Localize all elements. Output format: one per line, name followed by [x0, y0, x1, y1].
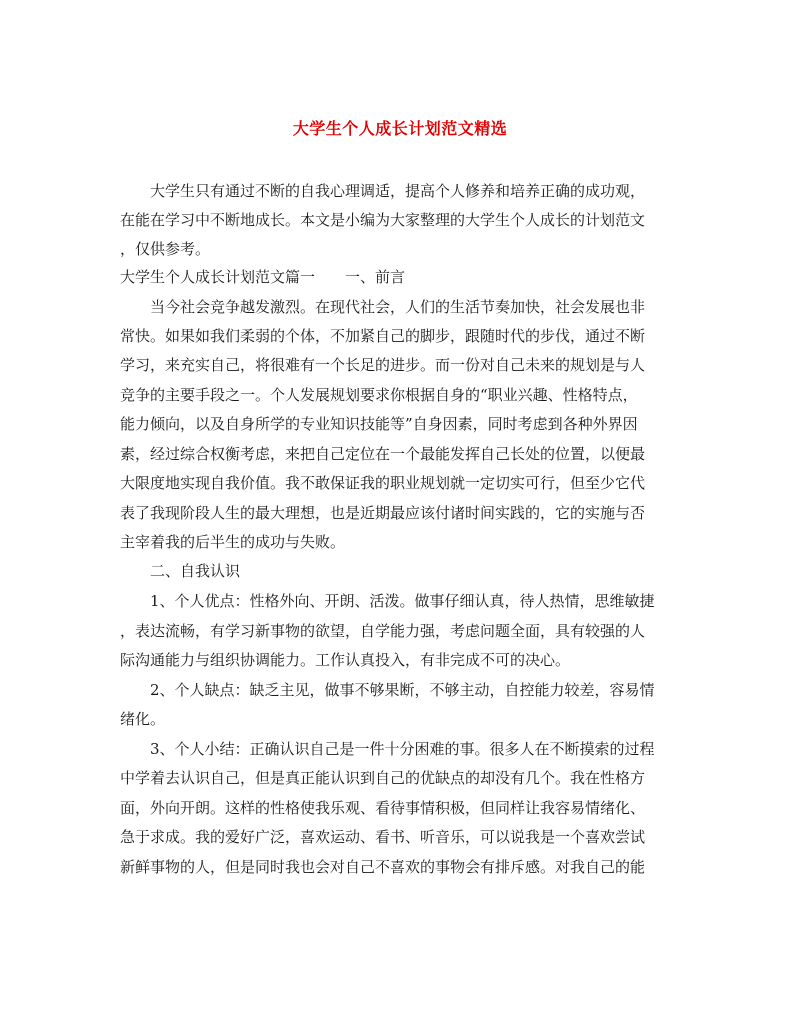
document-title: 大学生个人成长计划范文精选 [292, 119, 508, 138]
body-line: 在能在学习中不断地成长。本文是小编为大家整理的大学生个人成长的计划范文 [120, 211, 646, 229]
body-line: 竞争的主要手段之一。个人发展规划要求你根据自身的“职业兴趣、性格特点， [120, 386, 638, 404]
body-line: 大学生只有通过不断的自我心理调适，提高个人修养和培养正确的成功观， [150, 182, 646, 200]
body-line: ，表达流畅，有学习新事物的欲望，自学能力强，考虑问题全面，具有较强的人 [120, 622, 646, 640]
body-line: 绪化。 [120, 710, 166, 728]
body-line: 际沟通能力与组织协调能力。工作认真投入，有非完成不可的决心。 [120, 651, 571, 669]
body-line: 1、个人优点：性格外向、开朗、活泼。做事仔细认真，待人热情，思维敏捷 [150, 592, 655, 610]
body-line: 常快。如果如我们柔弱的个体，不加紧自己的脚步，跟随时代的步伐，通过不断 [120, 327, 646, 345]
body-line: 当今社会竞争越发激烈。在现代社会，人们的生活节奏加快，社会发展也非 [150, 298, 646, 316]
body-line: 中学着去认识自己，但是真正能认识到自己的优缺点的却没有几个。我在性格方 [120, 769, 646, 787]
body-line: 大学生个人成长计划范文篇一 一、前言 [120, 268, 406, 286]
body-line: 素，经过综合权衡考虑，来把自己定位在一个最能发挥自己长处的位置，以便最 [120, 445, 646, 463]
body-line: 能力倾向，以及自身所学的专业知识技能等”自身因素，同时考虑到各种外界因 [120, 415, 638, 433]
body-line: 2、个人缺点：缺乏主见，做事不够果断，不够主动，自控能力较差，容易情 [150, 681, 655, 699]
body-line: 大限度地实现自我价值。我不敢保证我的职业规划就一定切实可行，但至少它代 [120, 474, 646, 492]
body-line: 急于求成。我的爱好广泛，喜欢运动、看书、听音乐，可以说我是一个喜欢尝试 [120, 828, 646, 846]
body-line: 面，外向开朗。这样的性格使我乐观、看待事情积极，但同样让我容易情绪化、 [120, 799, 646, 817]
body-line: 主宰着我的后半生的成功与失败。 [120, 533, 346, 551]
body-line: 表了我现阶段人生的最大理想，也是近期最应该付诸时间实践的，它的实施与否 [120, 504, 646, 522]
body-line: 二、自我认识 [150, 562, 241, 580]
body-line: 3、个人小结：正确认识自己是一件十分困难的事。很多人在不断摸索的过程 [150, 740, 655, 758]
body-line: 新鲜事物的人，但是同时我也会对自己不喜欢的事物会有排斥感。对我自己的能 [120, 858, 646, 876]
body-line: ，仅供参考。 [120, 240, 211, 258]
body-line: 学习，来充实自己，将很难有一个长足的进步。而一份对自己未来的规划是与人 [120, 356, 646, 374]
